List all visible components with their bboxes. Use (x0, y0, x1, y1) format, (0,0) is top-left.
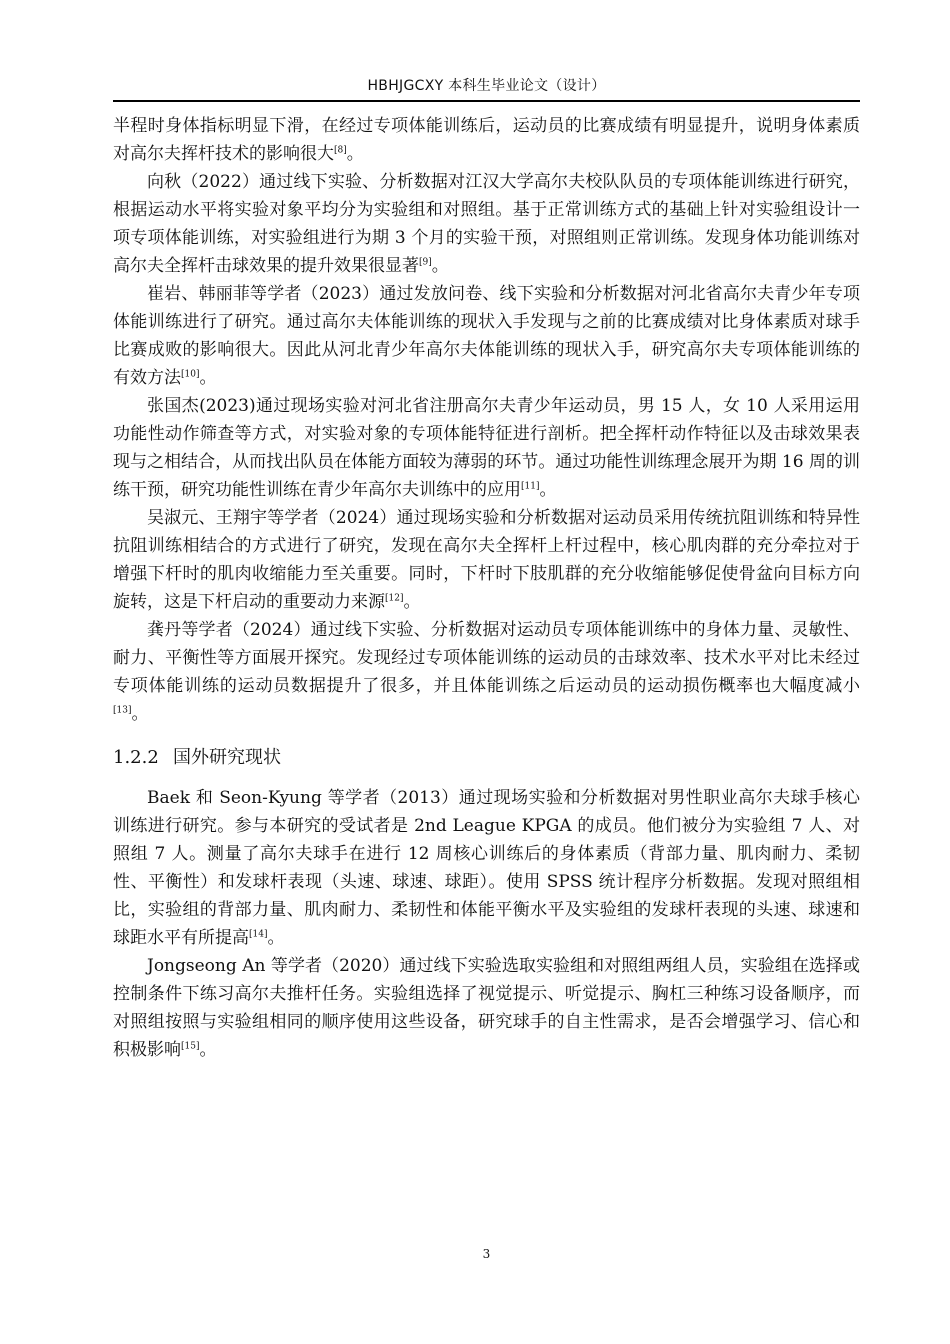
citation: [13] (113, 705, 132, 716)
header-rule (113, 100, 860, 102)
citation: [11] (521, 481, 540, 492)
citation: [10] (181, 369, 200, 380)
citation: [9] (419, 257, 432, 268)
paragraph: 龚丹等学者（2024）通过线下实验、分析数据对运动员专项体能训练中的身体力量、灵敏性、耐力、平衡性等方面展开探究。发现经过专项体能训练的运动员的击球效率、技术水平对比未经过专项体能训练的运动员数据提升了很多，并且体能训练之后运动员的运动损伤概率也大幅度减小[13]。 (113, 620, 860, 724)
paragraph: 崔岩、韩丽菲等学者（2023）通过发放问卷、线下实验和分析数据对河北省高尔夫青少年专项体能训练进行了研究。通过高尔夫体能训练的现状入手发现与之前的比赛成绩对比身体素质对球手比赛成败的影响很大。因此从河北青少年高尔夫体能训练的现状入手，研究高尔夫专项体能训练的有效方法[10]。 (113, 284, 860, 388)
citation: [15] (181, 1041, 200, 1052)
citation: [8] (334, 145, 347, 156)
section-title: 国外研究现状 (173, 747, 281, 768)
paragraph: 张国杰(2023)通过现场实验对河北省注册高尔夫青少年运动员，男 15 人，女 10 人采用运用功能性动作筛查等方式，对实验对象的专项体能特征进行剖析。把全挥杆动作特征以及击球效果表现与之相结合，从而找出队员在体能方面较为薄弱的环节。通过功能性训练理念展开为期 16 周的训练干预，研究功能性训练在青少年高尔夫训练中的应用[11]。 (113, 396, 860, 500)
page-header: HBHJGCXY 本科生毕业论文（设计） (367, 78, 606, 94)
section-heading (113, 744, 860, 772)
paragraph: 吴淑元、王翔宇等学者（2024）通过现场实验和分析数据对运动员采用传统抗阻训练和特异性抗阻训练相结合的方式进行了研究，发现在高尔夫全挥杆上杆过程中，核心肌肉群的充分牵拉对于增强下杆时的肌肉收缩能力至关重要。同时，下杆时下肢肌群的充分收缩能够促使骨盆向目标方向旋转，这是下杆启动的重要动力来源[12]。 (113, 508, 860, 612)
section-number: 1.2.2 (113, 747, 159, 768)
paragraph: 半程时身体指标明显下滑，在经过专项体能训练后，运动员的比赛成绩有明显提升，说明身体素质对高尔夫挥杆技术的影响很大[8]。 (113, 116, 860, 164)
citation: [14] (249, 929, 268, 940)
page-number: 3 (482, 1247, 491, 1261)
paragraph: 向秋（2022）通过线下实验、分析数据对江汉大学高尔夫校队队员的专项体能训练进行研究，根据运动水平将实验对象平均分为实验组和对照组。基于正常训练方式的基础上针对实验组设计一项专项体能训练，对实验组进行为期 3 个月的实验干预，对照组则正常训练。发现身体功能训练对高尔夫全挥杆击球效果的提升效果很显著[9]。 (113, 172, 860, 276)
paragraph: Baek 和 Seon-Kyung 等学者（2013）通过现场实验和分析数据对男性职业高尔夫球手核心训练进行研究。参与本研究的受试者是 2nd League KPGA 的成员。他们被分为实验组 7 人、对照组 7 人。测量了高尔夫球手在进行 12 周核心训练后的身体素质（背部力量、肌肉耐力、柔韧性、平衡性）和发球杆表现（头速、球速、球距）。使用 SPSS 统计程序分析数据。发现对照组相比，实验组的背部力量、肌肉耐力、柔韧性和体能平衡水平及实验组的发球杆表现的头速、球速和球距水平有所提高[14]。 (113, 788, 860, 948)
page-body (113, 112, 860, 1064)
paragraph: Jongseong An 等学者（2020）通过线下实验选取实验组和对照组两组人员，实验组在选择或控制条件下练习高尔夫推杆任务。实验组选择了视觉提示、听觉提示、胸杠三种练习设备顺序，而对照组按照与实验组相同的顺序使用这些设备，研究球手的自主性需求，是否会增强学习、信心和积极影响[15]。 (113, 956, 860, 1060)
citation: [12] (385, 593, 404, 604)
